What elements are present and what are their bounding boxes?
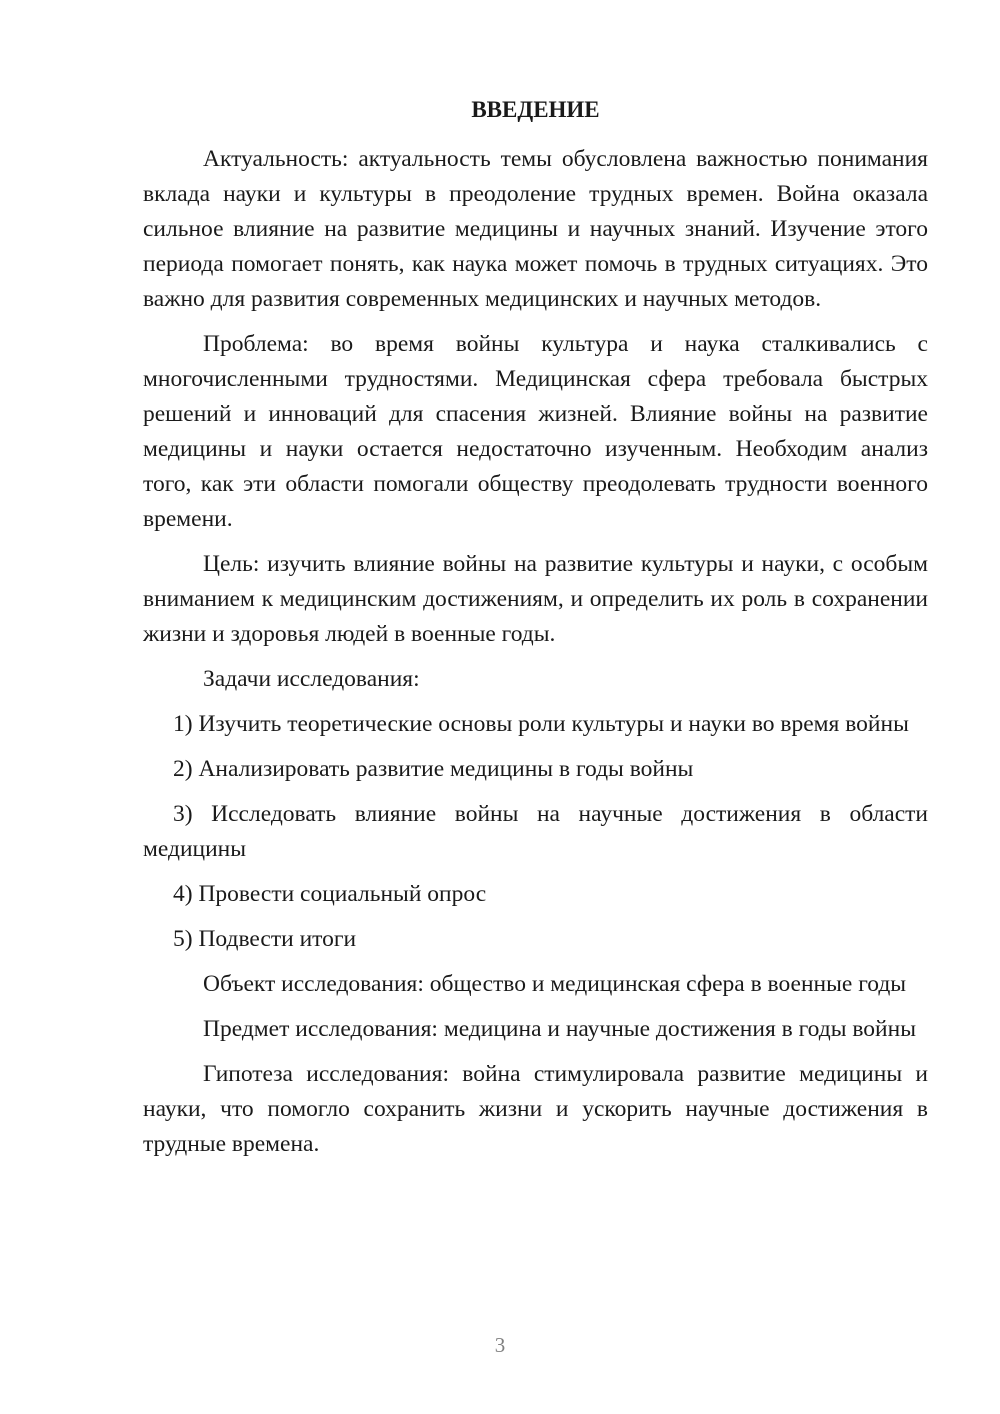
page-number: 3 xyxy=(494,1333,506,1357)
goal-paragraph: Цель: изучить влияние войны на развитие культуры и науки, с особым вниманием к медицинским достижениям, и определить их роль в сохранении жизни и здоровья людей в военные годы. xyxy=(143,551,928,647)
task-item-1: 1) Изучить теоретические основы роли культуры и науки во время войны xyxy=(173,711,909,737)
tasks-heading: Задачи исследования: xyxy=(203,666,420,692)
task-item-4: 4) Провести социальный опрос xyxy=(173,881,487,907)
problem-paragraph: Проблема: во время войны культура и наука сталкивались с многочисленными трудностями. Медицинская сфера требовала быстрых решений и инноваций для спасения жизней. Влияние войны на развитие медицины и науки остается недостаточно изученным. Необходим анализ того, как эти области помогали обществу преодолевать трудности военного времени. xyxy=(143,331,928,532)
relevance-paragraph: Актуальность: актуальность темы обусловлена важностью понимания вклада науки и культуры в преодоление трудных времен. Война оказала сильное влияние на развитие медицины и научных знаний. Изучение этого периода помогает понять, как наука может помочь в трудных ситуациях. Это важно для развития современных медицинских и научных методов. xyxy=(143,146,928,312)
task-item-5: 5) Подвести итоги xyxy=(173,926,357,952)
section-title: ВВЕДЕНИЕ xyxy=(471,97,600,122)
document-page xyxy=(143,92,928,1172)
hypothesis-paragraph: Гипотеза исследования: война стимулировала развитие медицины и науки, что помогло сохранить жизни и ускорить научные достижения в трудные времена. xyxy=(143,1061,928,1157)
task-item-3: 3) Исследовать влияние войны на научные достижения в области медицины xyxy=(143,801,928,862)
task-item-2: 2) Анализировать развитие медицины в годы войны xyxy=(173,756,694,782)
subject-paragraph: Предмет исследования: медицина и научные достижения в годы войны xyxy=(203,1016,916,1042)
object-paragraph: Объект исследования: общество и медицинская сфера в военные годы xyxy=(203,971,907,997)
